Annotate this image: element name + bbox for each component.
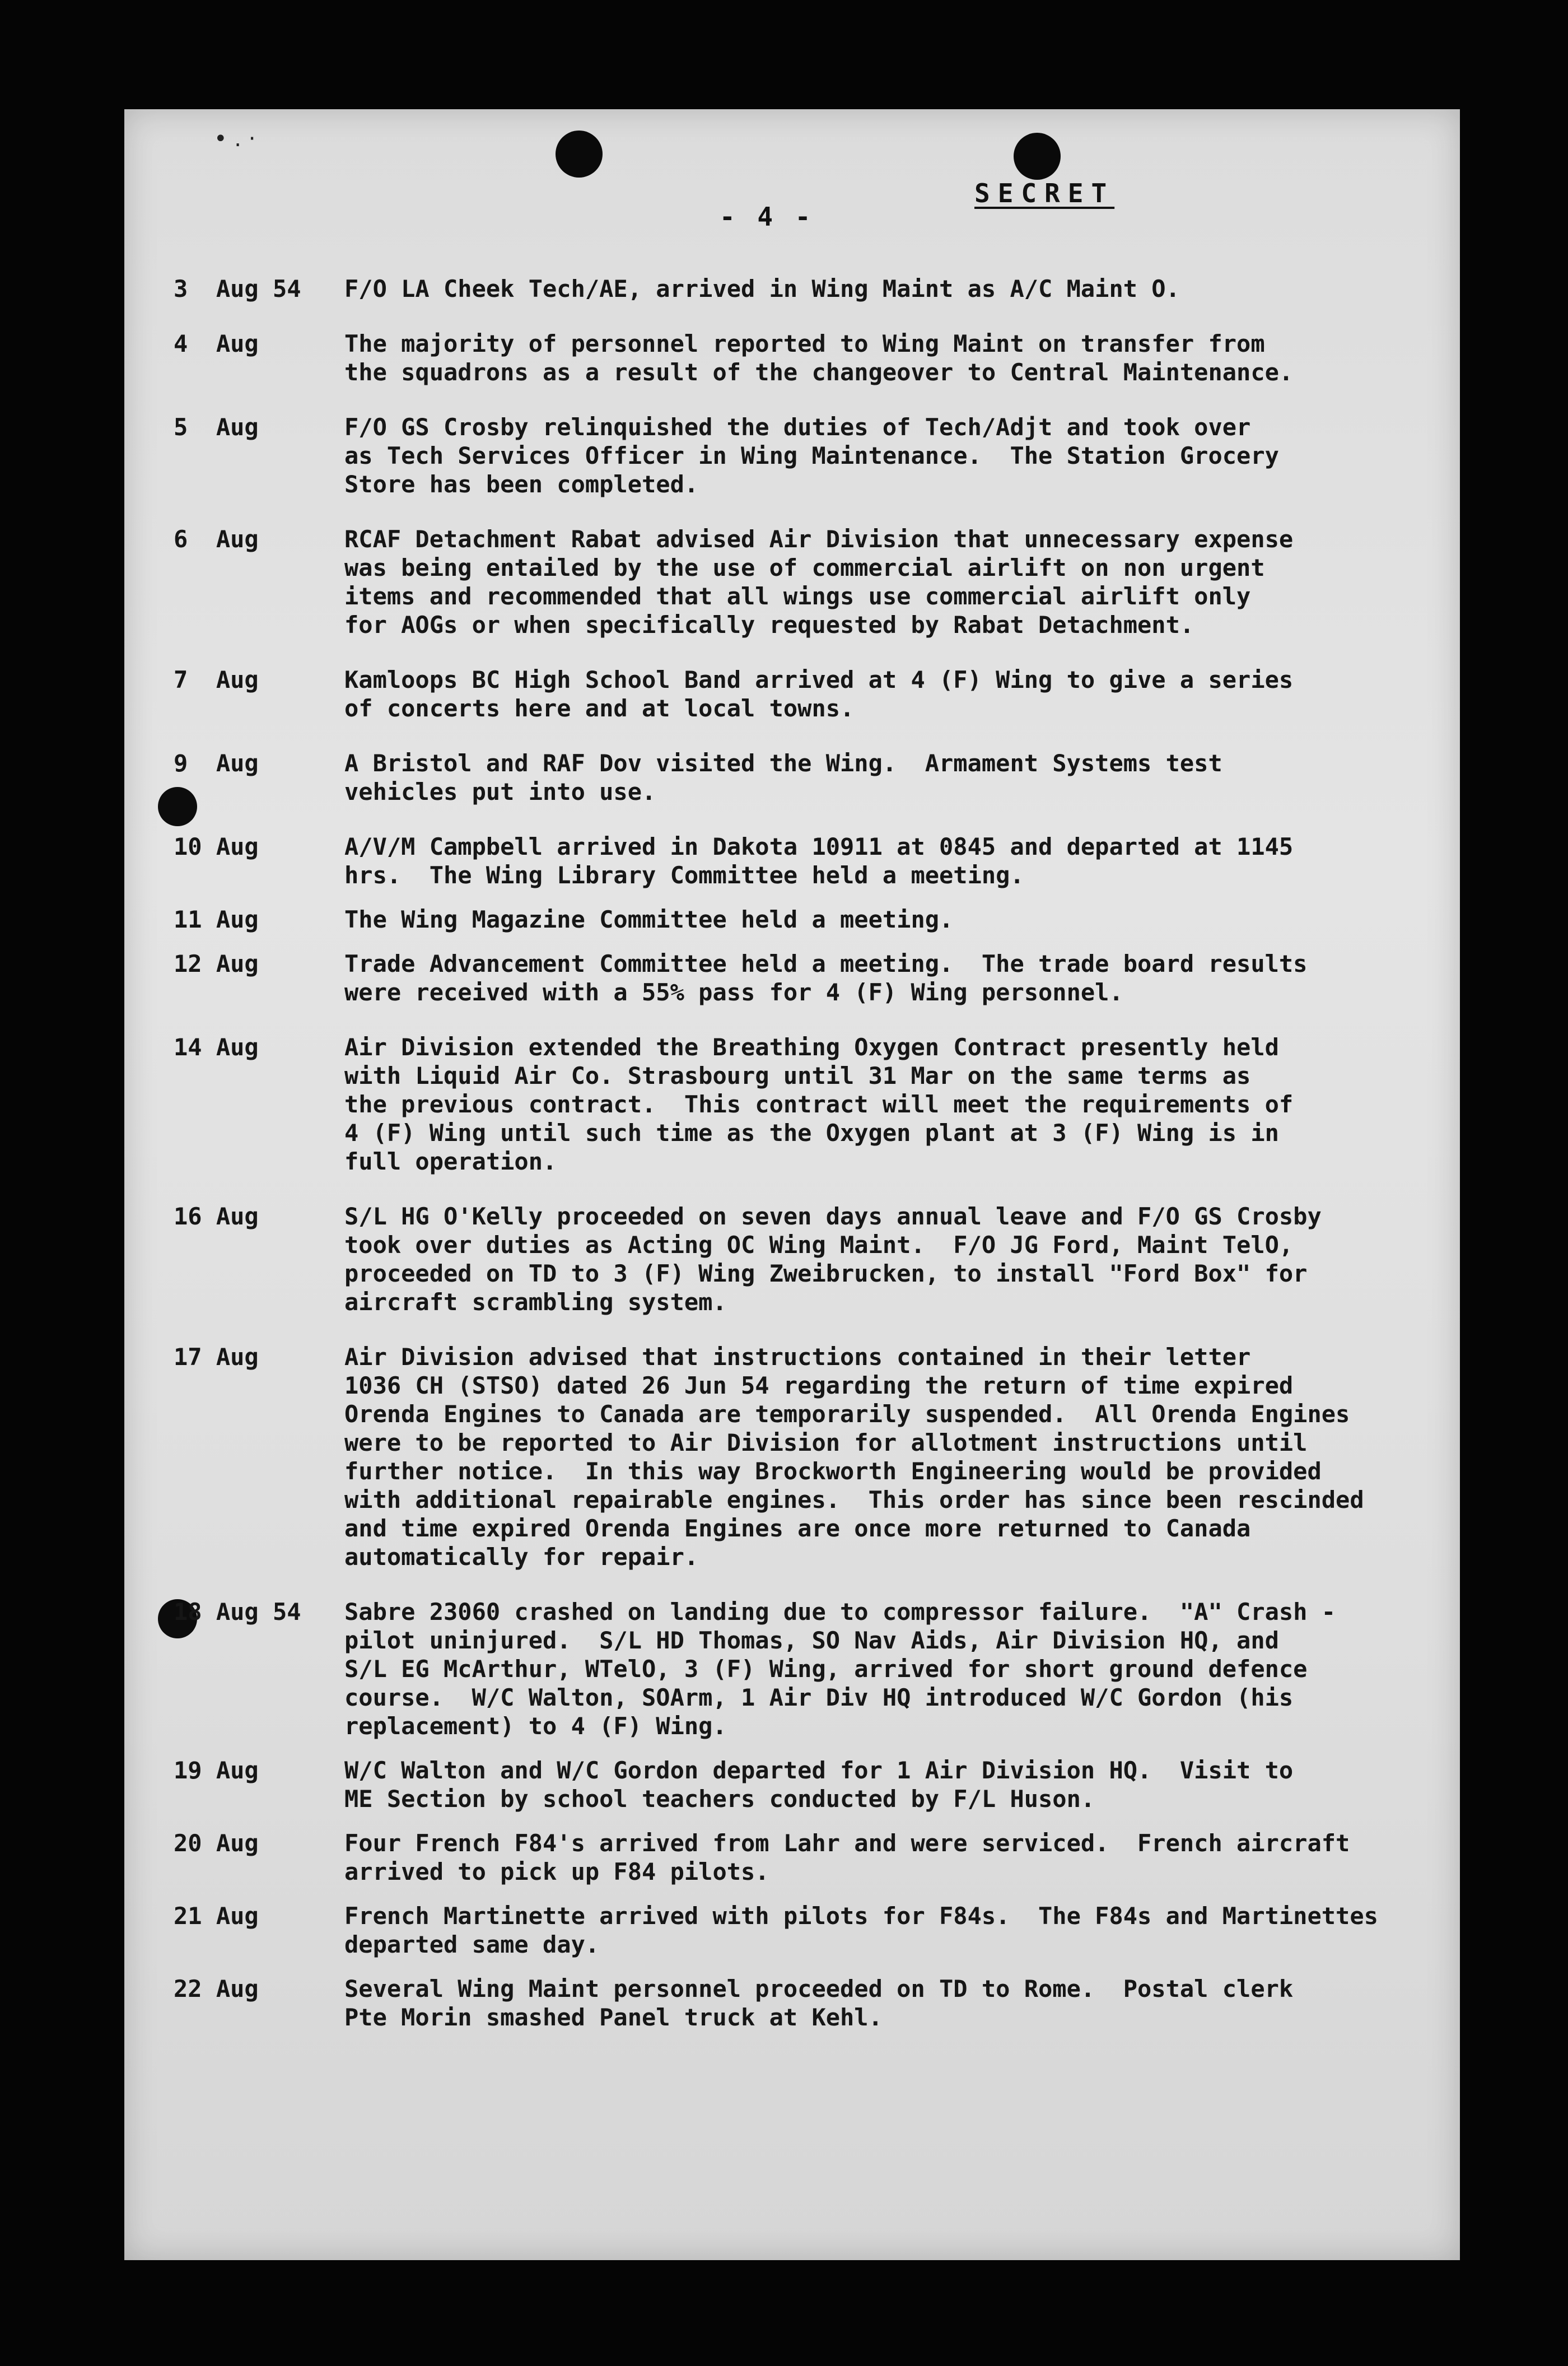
entry-text: [344, 1829, 1378, 1886]
entry-line: took over duties as Acting OC Wing Maint. F/O JG Ford, Maint TelO,: [344, 1231, 1294, 1259]
entry-line: proceeded on TD to 3 (F) Wing Zweibrucken, to install "Ford Box" for: [344, 1260, 1308, 1287]
entry-line: pilot uninjured. S/L HD Thomas, SO Nav Aids, Air Division HQ, and: [344, 1627, 1279, 1654]
entry-line: aircraft scrambling system.: [344, 1288, 727, 1316]
entry-line: Sabre 23060 crashed on landing due to compressor failure. "A" Crash -: [344, 1598, 1336, 1626]
entry-date: 22 Aug: [174, 1975, 259, 2002]
entry-line: was being entailed by the use of commercial airlift on non urgent: [344, 554, 1265, 581]
diary-entry: [174, 274, 1378, 303]
entry-line: full operation.: [344, 1148, 557, 1175]
entry-line: with Liquid Air Co. Strasbourg until 31 Mar on the same terms as: [344, 1062, 1251, 1089]
entry-line: Several Wing Maint personnel proceeded on TD to Rome. Postal clerk: [344, 1975, 1294, 2002]
diary-entry: [174, 1343, 1378, 1571]
entry-line: for AOGs or when specifically requested by Rabat Detachment.: [344, 611, 1194, 639]
entry-line: with additional repairable engines. This order has since been rescinded: [344, 1486, 1364, 1513]
diary-entry: [174, 525, 1378, 639]
entry-text: [344, 905, 1378, 934]
entry-text: [344, 1343, 1378, 1571]
entry-line: Four French F84's arrived from Lahr and were serviced. French aircraft: [344, 1829, 1350, 1857]
entry-date: 11 Aug: [174, 906, 259, 933]
diary-entry: [174, 1902, 1378, 1959]
entry-date: 18 Aug 54: [174, 1598, 301, 1626]
entry-line: were to be reported to Air Division for allotment instructions until: [344, 1429, 1308, 1456]
entry-text: [344, 1033, 1378, 1176]
entry-line: vehicles put into use.: [344, 778, 656, 805]
diary-entry: [174, 1597, 1378, 1740]
entry-line: F/O GS Crosby relinquished the duties of Tech/Adjt and took over: [344, 413, 1251, 441]
entry-line: Pte Morin smashed Panel truck at Kehl.: [344, 2004, 883, 2031]
entry-date: 21 Aug: [174, 1902, 259, 1930]
entry-line: F/O LA Cheek Tech/AE, arrived in Wing Maint as A/C Maint O.: [344, 275, 1180, 302]
entry-line: departed same day.: [344, 1931, 600, 1958]
entry-text: [344, 1902, 1378, 1959]
entry-line: A/V/M Campbell arrived in Dakota 10911 at 0845 and departed at 1145: [344, 833, 1294, 860]
entry-line: Trade Advancement Committee held a meeting. The trade board results: [344, 950, 1308, 977]
diary-entry: [174, 413, 1378, 499]
diary-entry: [174, 329, 1378, 386]
entry-text: [344, 413, 1378, 499]
entry-line: Air Division advised that instructions contained in their letter: [344, 1343, 1251, 1371]
punch-hole-left: [556, 131, 603, 178]
entry-text: [344, 832, 1378, 889]
entry-line: were received with a 55% pass for 4 (F) Wing personnel.: [344, 979, 1123, 1006]
diary-entry: [174, 1829, 1378, 1886]
entry-line: further notice. In this way Brockworth Engineering would be provided: [344, 1457, 1322, 1485]
entry-date: 3 Aug 54: [174, 275, 301, 302]
entry-line: as Tech Services Officer in Wing Maintenance. The Station Grocery: [344, 442, 1279, 469]
entry-line: Store has been completed.: [344, 471, 699, 498]
entry-line: items and recommended that all wings use commercial airlift only: [344, 583, 1251, 610]
entry-text: [344, 1597, 1378, 1740]
diary-entry: [174, 905, 1378, 934]
entry-line: A Bristol and RAF Dov visited the Wing. Armament Systems test: [344, 749, 1222, 777]
entry-line: automatically for repair.: [344, 1543, 699, 1571]
entry-date: 5 Aug: [174, 413, 259, 441]
diary-entries: [174, 274, 1378, 2054]
diary-entry: [174, 1033, 1378, 1176]
entry-line: S/L HG O'Kelly proceeded on seven days annual leave and F/O GS Crosby: [344, 1203, 1322, 1230]
entry-line: RCAF Detachment Rabat advised Air Division that unnecessary expense: [344, 525, 1294, 553]
entry-date: 19 Aug: [174, 1757, 259, 1784]
entry-text: [344, 749, 1378, 806]
entry-line: Orenda Engines to Canada are temporarily suspended. All Orenda Engines: [344, 1400, 1350, 1428]
entry-line: arrived to pick up F84 pilots.: [344, 1858, 769, 1885]
entry-date: 4 Aug: [174, 330, 259, 357]
page-number: - 4 -: [720, 202, 814, 232]
diary-entry: [174, 949, 1378, 1007]
diary-entry: [174, 749, 1378, 806]
entry-text: [344, 525, 1378, 639]
entry-line: French Martinette arrived with pilots for F84s. The F84s and Martinettes: [344, 1902, 1378, 1930]
entry-line: of concerts here and at local towns.: [344, 695, 855, 722]
entry-line: The Wing Magazine Committee held a meeting.: [344, 906, 954, 933]
entry-text: [344, 665, 1378, 723]
entry-line: and time expired Orenda Engines are once more returned to Canada: [344, 1515, 1251, 1542]
punch-hole-right: [1014, 133, 1061, 180]
entry-date: 10 Aug: [174, 833, 259, 860]
entry-text: [344, 1756, 1378, 1813]
entry-line: 4 (F) Wing until such time as the Oxygen plant at 3 (F) Wing is in: [344, 1119, 1279, 1147]
diary-entry: [174, 832, 1378, 889]
entry-line: the previous contract. This contract will meet the requirements of: [344, 1091, 1294, 1118]
entry-line: Kamloops BC High School Band arrived at 4 (F) Wing to give a series: [344, 666, 1294, 693]
entry-text: [344, 1202, 1378, 1316]
entry-date: 6 Aug: [174, 525, 259, 553]
entry-date: 9 Aug: [174, 749, 259, 777]
entry-text: [344, 949, 1378, 1007]
diary-entry: [174, 1202, 1378, 1316]
entry-date: 7 Aug: [174, 666, 259, 693]
diary-entry: [174, 1974, 1378, 2032]
entry-line: The majority of personnel reported to Wing Maint on transfer from: [344, 330, 1265, 357]
entry-line: the squadrons as a result of the changeover to Central Maintenance.: [344, 358, 1294, 386]
classification-marking: SECRET: [974, 178, 1115, 208]
diary-entry: [174, 1756, 1378, 1813]
entry-date: 14 Aug: [174, 1033, 259, 1061]
entry-line: 1036 CH (STSO) dated 26 Jun 54 regarding the return of time expired: [344, 1372, 1294, 1399]
entry-date: 20 Aug: [174, 1829, 259, 1857]
entry-date: 17 Aug: [174, 1343, 259, 1371]
stray-marks: • . ·: [214, 126, 256, 152]
diary-entry: [174, 665, 1378, 723]
entry-line: S/L EG McArthur, WTelO, 3 (F) Wing, arrived for short ground defence: [344, 1655, 1308, 1683]
entry-line: hrs. The Wing Library Committee held a meeting.: [344, 861, 1024, 889]
entry-line: Air Division extended the Breathing Oxygen Contract presently held: [344, 1033, 1279, 1061]
entry-text: [344, 274, 1378, 303]
entry-line: course. W/C Walton, SOArm, 1 Air Div HQ introduced W/C Gordon (his: [344, 1684, 1294, 1711]
entry-line: W/C Walton and W/C Gordon departed for 1 Air Division HQ. Visit to: [344, 1757, 1294, 1784]
entry-line: ME Section by school teachers conducted by F/L Huson.: [344, 1785, 1095, 1813]
entry-line: replacement) to 4 (F) Wing.: [344, 1712, 727, 1740]
entry-text: [344, 329, 1378, 386]
entry-text: [344, 1974, 1378, 2032]
entry-date: 12 Aug: [174, 950, 259, 977]
entry-date: 16 Aug: [174, 1203, 259, 1230]
